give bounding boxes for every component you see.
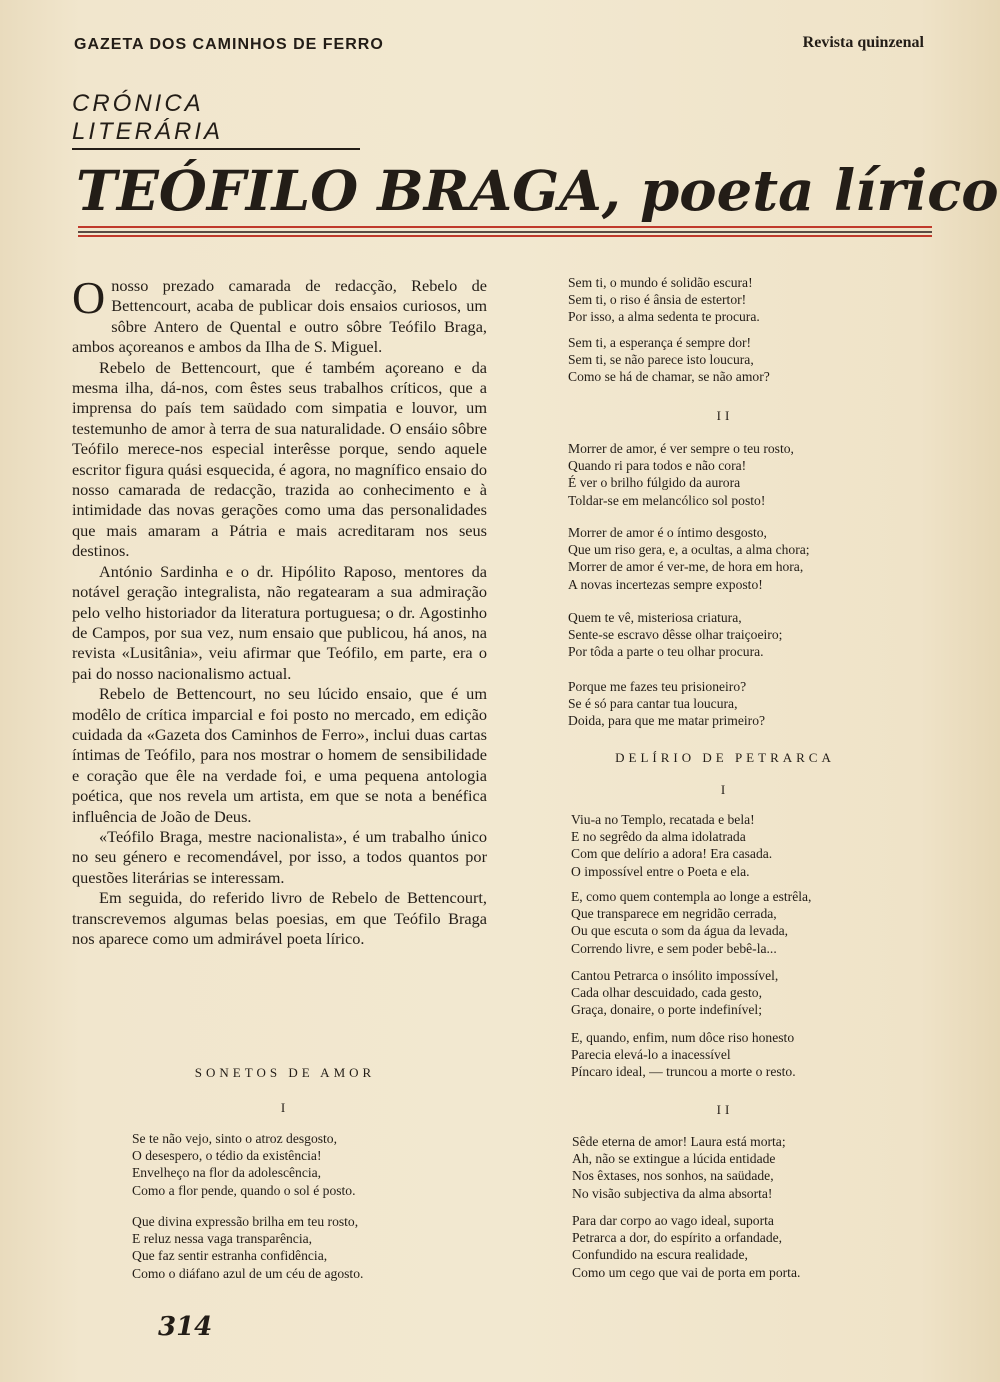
paragraph: Rebelo de Bettencourt, no seu lúcido ensaio, que é um modêlo de crítica imparcial e foi posto no mercado, em edição cuidada da «Gazeta dos Caminhos de Ferro», inclui duas cartas íntimas de Teófilo, para nos mostrar o homem de sensibilidade e coração que êle na verdade foi, e uma pequena antologia poética, que nos revela um artista, em que se nota a benéfica influência de João de Deus. bbox=[72, 684, 487, 826]
paragraph: Onosso prezado camarada de redacção, Rebelo de Bettencourt, acaba de publicar dois ensaios curiosos, um sôbre Antero de Quental e outro sôbre Teófilo Braga, ambos açoreanos e ambos da Ilha de S. Miguel. bbox=[72, 272, 487, 357]
title-rule-dark bbox=[78, 231, 932, 233]
stanza: E, como quem contempla ao longe a estrêla, Que transparece em negridão cerrada, Ou que escuta o som da água da levada, Correndo livre, e sem poder bebê-la... bbox=[571, 889, 812, 956]
stanza: Quem te vê, misteriosa criatura, Sente-se escravo dêsse olhar traiçoeiro; Por tôda a parte o teu olhar procura. bbox=[568, 610, 783, 660]
title-rule-red bbox=[78, 226, 932, 228]
drop-cap: O bbox=[72, 272, 106, 323]
stanza: Morrer de amor é o íntimo desgosto, Que um riso gera, e, a ocultas, a alma chora; Morrer de amor é ver-me, de hora em hora, A novas incertezas sempre exposto! bbox=[568, 525, 810, 592]
page-number: 314 bbox=[158, 1312, 213, 1342]
poem-heading: DELÍRIO DE PETRARCA bbox=[615, 750, 835, 765]
article-title bbox=[76, 158, 999, 224]
paragraph: Rebelo de Bettencourt, que é também açoreano e da mesma ilha, dá-nos, com êstes seus trabalhos críticos, que a imprensa do país tem saüdado com simpatia e louvor, um testemunho de amor à terra de sua naturalidade. O ensáio sôbre Teófilo merece-nos especial interêsse porque, sendo aquele escritor figura quási esquecida, é agora, no magnífico ensaio do nosso camarada de redacção, trazida ao conhecimento e à intimidade das novas gerações como uma das personalidades que mais amaram a Pátria e mais acreditaram nos seus destinos. bbox=[72, 357, 487, 561]
article-title-main: TEÓFILO BRAGA, bbox=[76, 158, 621, 223]
article-body bbox=[72, 272, 487, 949]
paragraph: «Teófilo Braga, mestre nacionalista», é um trabalho único no seu género e recomendável, por isso, a todos quantos por questões literárias se interessam. bbox=[72, 826, 487, 887]
stanza: Viu-a no Templo, recatada e bela! E no segrêdo da alma idolatrada Com que delírio a adora! Era casada. O impossível entre o Poeta e ela. bbox=[571, 812, 773, 879]
poem-numeral: I bbox=[720, 782, 730, 797]
paragraph: António Sardinha e o dr. Hipólito Raposo, mentores da notável geração integralista, não regatearam a sua admiração pelo velho historiador da literatura portuguesa; o dr. Agostinho de Campos, por sua vez, num ensaio que publicou, há anos, na revista «Lusitânia», veiu afirmar que Teófilo, em parte, era o pai do nosso nacionalismo actual. bbox=[72, 561, 487, 683]
stanza: Sem ti, a esperança é sempre dor! Sem ti, se não parece isto loucura, Como se há de chamar, se não amor? bbox=[568, 335, 770, 385]
stanza: Cantou Petrarca o insólito impossível, Cada olhar descuidado, cada gesto, Graça, donaire, o porte indefinível; bbox=[571, 968, 779, 1018]
stanza: E, quando, enfim, num dôce riso honesto Parecia elevá-lo a inacessível Píncaro ideal, — truncou a morte o resto. bbox=[571, 1030, 796, 1080]
poem-heading: SONETOS DE AMOR bbox=[194, 1065, 376, 1080]
section-title: CRÓNICA LITERÁRIA bbox=[72, 90, 360, 150]
poem-numeral: II bbox=[716, 408, 734, 423]
publication-title: GAZETA DOS CAMINHOS DE FERRO bbox=[74, 36, 384, 53]
paragraph: Em seguida, do referido livro de Rebelo de Bettencourt, transcrevemos algumas belas poesias, em que Teófilo Braga nos aparece como um admirável poeta lírico. bbox=[72, 888, 487, 948]
stanza: Para dar corpo ao vago ideal, suporta Petrarca a dor, do espírito a orfandade, Confundido na escura realidade, Como um cego que vai de porta em porta. bbox=[572, 1213, 801, 1280]
stanza: Que divina expressão brilha em teu rosto, E reluz nessa vaga transparência, Que faz sentir estranha confidência, Como o diáfano azul de um céu de agosto. bbox=[132, 1214, 364, 1281]
stanza: Se te não vejo, sinto o atroz desgosto, O desespero, o tédio da existência! Envelheço na flor da adolescência, Como a flor pende, quando o sol é posto. bbox=[132, 1131, 356, 1198]
stanza: Sêde eterna de amor! Laura está morta; Ah, não se extingue a lúcida entidade Nos êxtases, nos sonhos, na saüdade, No visão subjectiva da alma absorta! bbox=[572, 1134, 786, 1201]
stanza: Morrer de amor, é ver sempre o teu rosto, Quando ri para todos e não cora! É ver o brilho fúlgido da aurora Toldar-se em melancólico sol posto! bbox=[568, 441, 794, 508]
stanza: Sem ti, o mundo é solidão escura! Sem ti, o riso é ânsia de estertor! Por isso, a alma sedenta te procura. bbox=[568, 275, 760, 325]
stanza: Porque me fazes teu prisioneiro? Se é só para cantar tua loucura, Doida, para que me matar primeiro? bbox=[568, 679, 766, 729]
article-title-sub: poeta lírico bbox=[640, 158, 999, 224]
title-rule-red-2 bbox=[78, 235, 932, 237]
publication-frequency: Revista quinzenal bbox=[802, 34, 924, 51]
poem-numeral: I bbox=[280, 1100, 290, 1115]
poem-numeral: II bbox=[716, 1102, 734, 1117]
